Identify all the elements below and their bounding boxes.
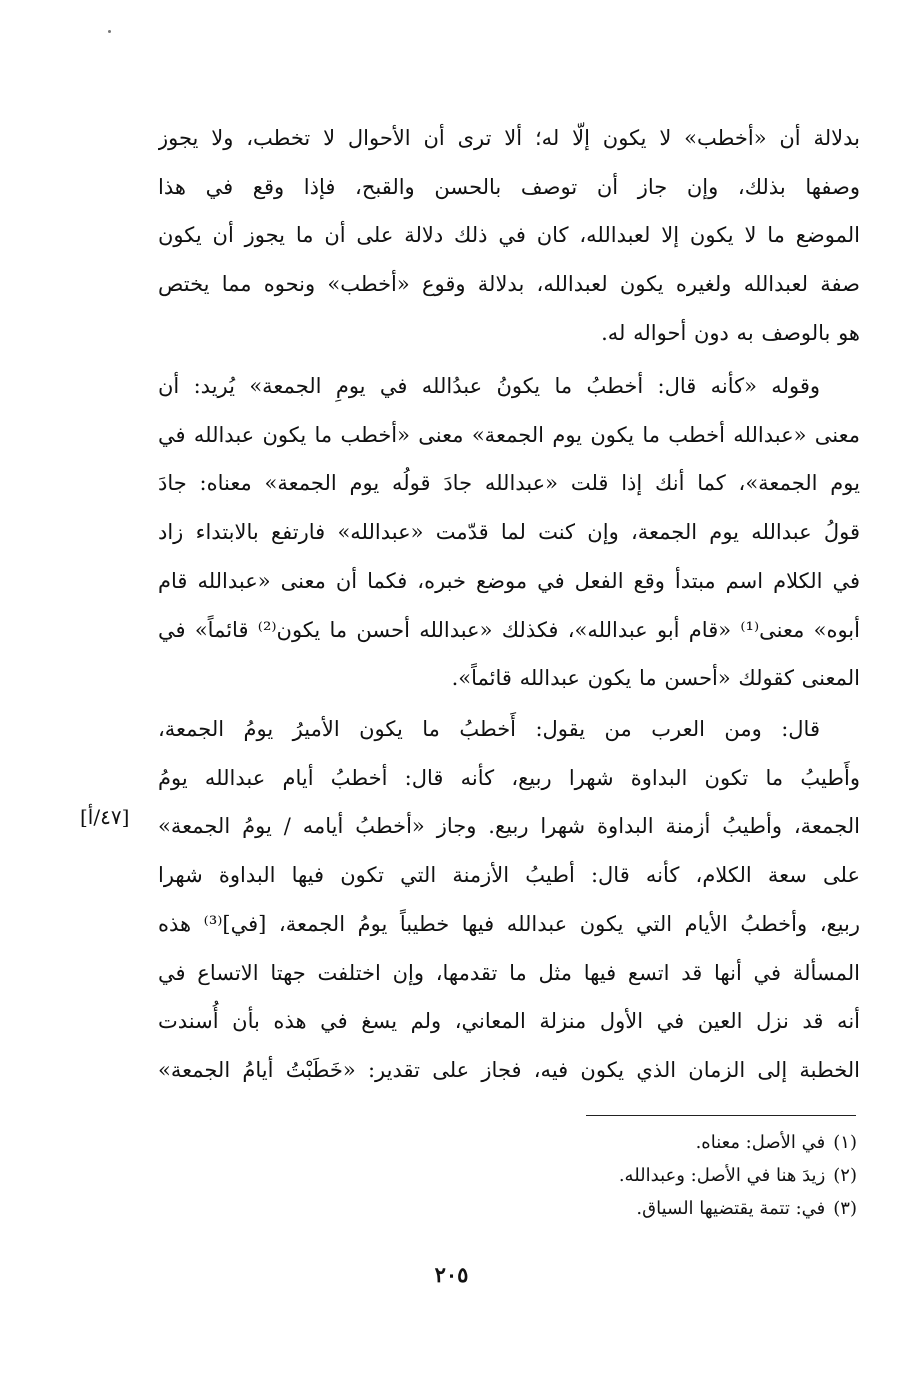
- text-line: الخطبة إلى الزمان الذي يكون فيه، فجاز على تقدير: «خَطَبْتُ أيامُ الجمعة»: [158, 1057, 860, 1082]
- footnotes: [500, 1126, 857, 1225]
- text-line: معنى «عبدالله أخطب ما يكون يوم الجمعة» معنى «أخطب ما يكون عبدالله في: [158, 422, 860, 447]
- text-line: بدلالة أن «أخطب» لا يكون إلّا له؛ ألا ترى أن الأحوال لا تخطب، ولا يجوز: [158, 126, 860, 150]
- text-line: أبوه» معنى⁽¹⁾ «قام أبو عبدالله»، فكذلك «عبدالله أحسن ما يكون⁽²⁾ قائماً» في: [158, 617, 860, 642]
- footnote-number: (٢): [833, 1165, 857, 1186]
- text-line: ربيع، وأخطبُ الأيام التي يكون عبدالله فيها خطيباً يومُ الجمعة، [في]⁽³⁾ هذه: [158, 911, 860, 936]
- text-line: المسألة في أنها قد اتسع فيها مثل ما تقدمها، وإن اختلفت جهتا الاتساع في: [158, 960, 860, 985]
- text-line: صفة لعبدالله ولغيره يكون لعبدالله، بدلالة وقوع «أخطب» ونحوه مما يختص: [158, 272, 860, 297]
- manuscript-folio-reference: [٤٧/أ]: [80, 805, 130, 829]
- text-line: قال: ومن العرب من يقول: أَخطبُ ما يكون الأميرُ يومُ الجمعة،: [158, 717, 820, 741]
- text-line: الموضع ما لا يكون إلا لعبدالله، كان في ذلك دلالة على أن ما يجوز أن يكون: [158, 223, 860, 248]
- text-line: المعنى كقولك «أحسن ما يكون عبدالله قائماً».: [451, 666, 860, 691]
- text-line: وصفها بذلك، وإن جاز أن توصف بالحسن والقبح، فإذا وقع في هذا: [158, 174, 860, 199]
- paragraph-1: [158, 114, 860, 358]
- paragraph-2: [158, 362, 860, 703]
- footnote-divider: [586, 1115, 856, 1116]
- text-line: على سعة الكلام، كأنه قال: أطيبُ الأزمنة التي تكون فيها البداوة شهرا: [158, 863, 860, 888]
- text-line: في الكلام اسم مبتدأ وقع الفعل في موضع خبره، فكما أن معنى «عبدالله قام: [158, 568, 860, 593]
- footnote-text: في الأصل: معناه.: [695, 1132, 826, 1153]
- text-line: الجمعة، وأطيبُ أزمنة البداوة شهرا ربيع. وجاز «أخطبُ أيامه / يومُ الجمعة»: [158, 814, 860, 839]
- scan-speck: [108, 30, 111, 33]
- footnote-3: [500, 1192, 857, 1225]
- text-line: أنه قد نزل العين في الأول منزلة المعاني، ولم يسغ في هذه بأن أُسندت: [158, 1009, 860, 1034]
- footnote-number: (١): [833, 1132, 857, 1153]
- footnote-1: [500, 1126, 857, 1159]
- text-line: قولُ عبدالله يوم الجمعة، وإن كنت لما قدّمت «عبدالله» فارتفع بالابتداء زاد: [158, 520, 860, 545]
- page-number: ٢٠٥: [434, 1262, 469, 1287]
- text-line: وأَطيبُ ما تكون البداوة شهرا ربيع، كأنه قال: أخطبُ أيام عبدالله يومُ: [158, 765, 860, 790]
- text-line: يوم الجمعة»، كما أنك إذا قلت «عبدالله جادَ قولُه يوم الجمعة» معناه: جادَ: [158, 471, 860, 496]
- footnote-text: زيدَ هنا في الأصل: وعبدالله.: [618, 1165, 826, 1186]
- footnote-2: [500, 1159, 857, 1192]
- text-line: وقوله «كأنه قال: أخطبُ ما يكونُ عبدُالله في يومِ الجمعة» يُريد: أن: [158, 374, 820, 398]
- footnote-number: (٣): [833, 1198, 857, 1219]
- footnote-text: في: تتمة يقتضيها السياق.: [636, 1198, 826, 1219]
- text-line: هو بالوصف به دون أحواله له.: [601, 320, 860, 345]
- paragraph-3: [158, 705, 860, 1095]
